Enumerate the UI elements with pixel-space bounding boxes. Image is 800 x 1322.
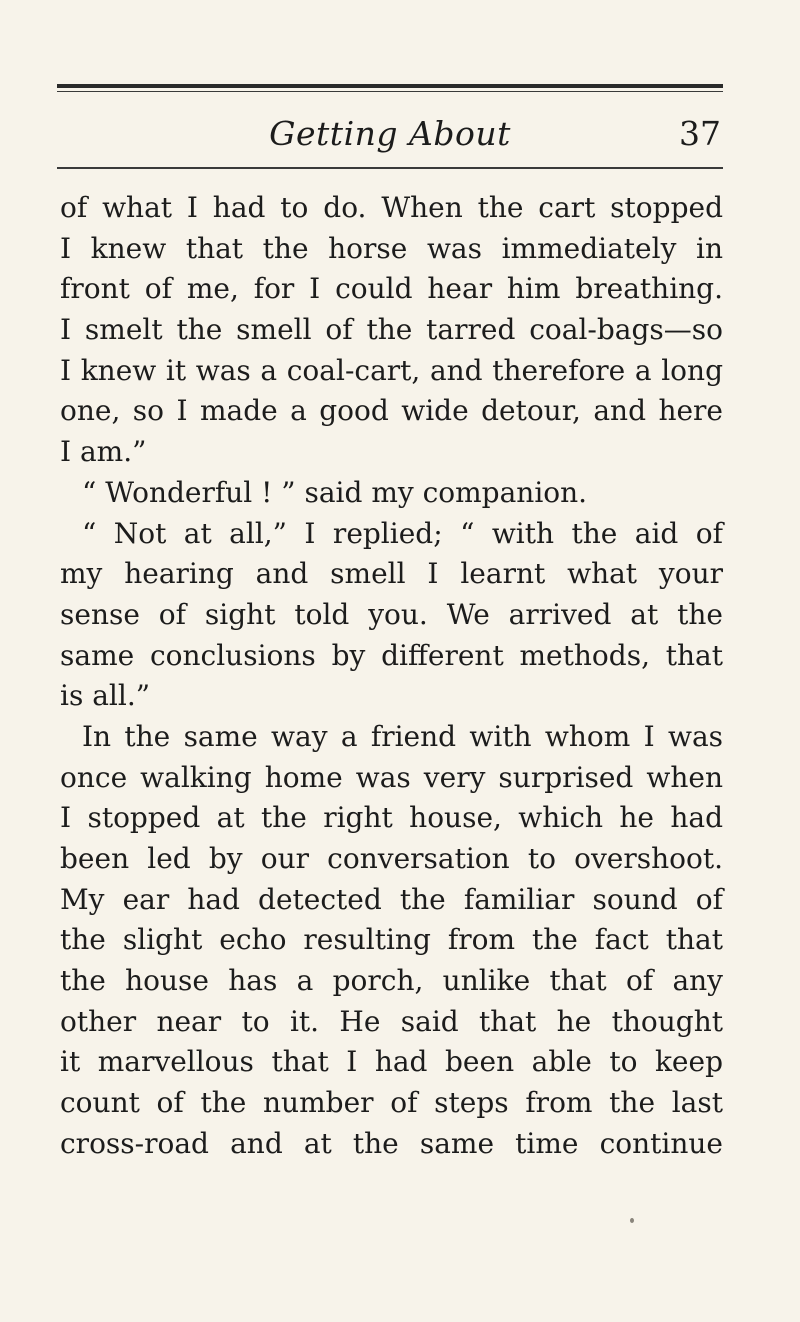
text-line: cross-road and at the same time continue (60, 1126, 723, 1160)
text-line: “ Not at all,” I replied; “ with the aid of (82, 516, 723, 550)
text-line: it marvellous that I had been able to keep (60, 1045, 723, 1079)
paper-speck (630, 1218, 634, 1223)
text-line: front of me, for I could hear him breathing. (60, 272, 723, 306)
text-line: been led by our conversation to overshoot. (60, 842, 723, 875)
text-line: is all.” (60, 679, 151, 713)
text-line: the house has a porch, unlike that of any (60, 964, 723, 998)
text-line: other near to it. He said that he thought (60, 1004, 723, 1038)
text-line: sense of sight told you. We arrived at the (60, 597, 723, 631)
text-line: I knew that the horse was immediately in (60, 231, 723, 265)
text-line: one, so I made a good wide detour, and here (60, 394, 723, 428)
text-line: I stopped at the right house, which he had (60, 801, 723, 835)
page-number: 37 (679, 114, 721, 153)
text-line: “ Wonderful ! ” said my companion. (82, 475, 588, 509)
running-title: Getting About (269, 114, 511, 153)
text-line: I knew it was a coal-cart, and therefore a long (60, 353, 723, 387)
text-line: same conclusions by different methods, that (60, 638, 723, 672)
text-line: of what I had to do. When the cart stopped (60, 191, 723, 224)
running-head (57, 112, 723, 160)
text-line: my hearing and smell I learnt what your (60, 557, 723, 591)
body-text (60, 188, 723, 1165)
header-rule (57, 167, 723, 169)
top-thin-rule (57, 91, 723, 92)
text-line: I smelt the smell of the tarred coal-bags—so (60, 313, 723, 347)
top-thick-rule (57, 84, 723, 88)
text-line: I am.” (60, 435, 147, 469)
text-line: My ear had detected the familiar sound of (60, 882, 723, 916)
text-line: In the same way a friend with whom I was (82, 719, 723, 753)
text-line: the slight echo resulting from the fact that (60, 923, 723, 957)
text-line: once walking home was very surprised when (60, 760, 723, 794)
text-line: count of the number of steps from the last (60, 1086, 723, 1120)
